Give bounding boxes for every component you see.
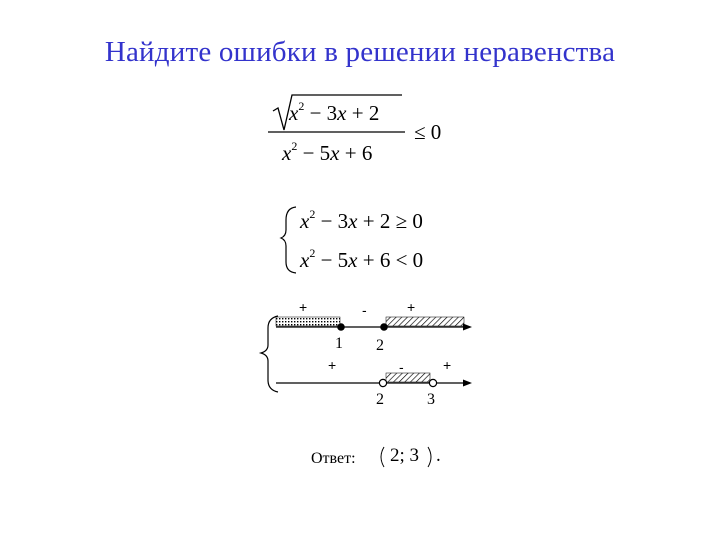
term: + 2 ≥ 0 [362,209,423,233]
answer-value: 2; 3 [390,445,420,466]
sign-label: + [443,357,452,373]
exponent: 2 [291,139,298,153]
term: − 5 [302,141,331,165]
tick-label: 3 [427,391,435,408]
sign-label: - [362,302,367,318]
arrow-2 [463,380,472,387]
term: − 5 [320,248,349,272]
point-1-filled [337,323,345,331]
exponent: 2 [309,246,316,260]
system-line-1 [300,209,423,234]
answer-period: . [436,445,441,466]
term: + 6 < 0 [362,248,424,272]
fraction-denominator [282,141,372,166]
point-2-filled [380,323,388,331]
shaded-region-left-1 [276,317,340,326]
var-x: x [348,248,358,272]
shaded-region-right-1 [386,317,464,326]
sign-label: + [299,299,308,315]
var-x: x [282,141,292,165]
system-brace [281,207,296,273]
arrow-1 [463,324,472,331]
var-x: x [348,209,358,233]
var-x: x [300,248,310,272]
exponent: 2 [298,99,305,113]
fraction-relation: ≤ 0 [414,120,442,144]
fraction-numerator [289,101,379,126]
sign-label: + [407,299,416,315]
number-lines-brace [261,316,278,392]
tick-label: 2 [376,391,384,408]
var-x: x [337,101,347,125]
tick-label: 1 [335,335,343,352]
term: − 3 [309,101,338,125]
var-x: x [300,209,310,233]
sign-label: + [328,357,337,373]
term: − 3 [320,209,349,233]
sign-label: - [399,359,404,375]
term: + 6 [344,141,373,165]
page-title: Найдите ошибки в решении неравенства [104,36,616,68]
answer-label: Ответ: [311,450,356,467]
term: + 2 [351,101,380,125]
exponent: 2 [309,207,316,221]
system-line-2 [300,248,423,273]
point-3-open [429,379,436,386]
tick-label: 2 [376,337,384,354]
shaded-region-2 [386,373,430,382]
answer-open-paren [381,447,384,467]
point-2-open [379,379,386,386]
var-x: x [330,141,340,165]
var-x: x [289,101,299,125]
answer-close-paren [428,447,431,467]
